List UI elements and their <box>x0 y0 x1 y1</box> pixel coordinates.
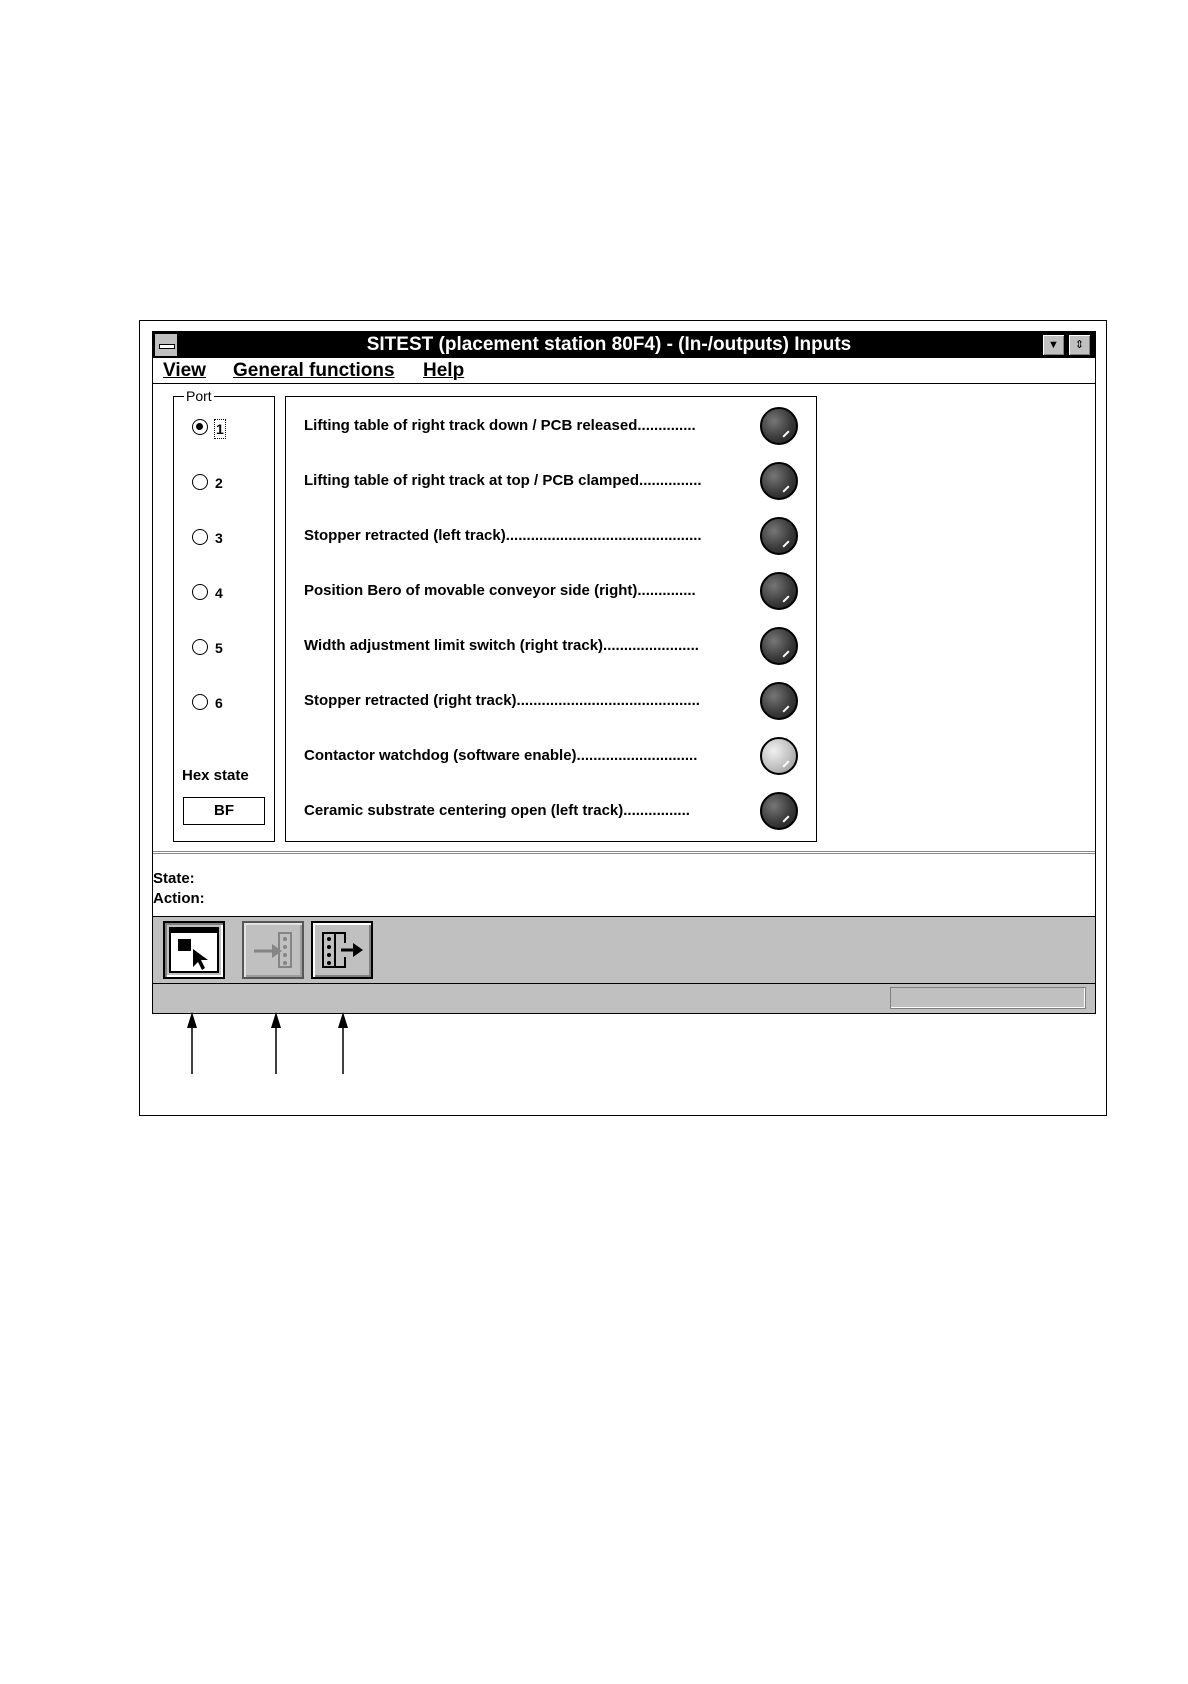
radio-button[interactable] <box>192 529 208 545</box>
splitter[interactable] <box>153 851 1095 854</box>
status-panel <box>890 987 1086 1009</box>
port-number: 3 <box>215 530 223 546</box>
input-lamp-off-icon <box>760 517 798 555</box>
callout-arrow <box>337 1012 349 1074</box>
input-lamp-on-icon <box>760 737 798 775</box>
radio-button[interactable] <box>192 694 208 710</box>
select-tool-button[interactable] <box>163 921 225 979</box>
radio-button[interactable] <box>192 474 208 490</box>
port-number: 4 <box>215 585 223 601</box>
menu-help[interactable]: Help <box>423 360 465 381</box>
input-row <box>286 784 816 840</box>
app-window <box>152 331 1096 1014</box>
input-row <box>286 564 816 620</box>
port-number: 6 <box>215 695 223 711</box>
input-row <box>286 619 816 675</box>
input-lamp-off-icon <box>760 627 798 665</box>
input-lamp-off-icon <box>760 792 798 830</box>
callout-arrow <box>186 1012 198 1074</box>
input-row <box>286 454 816 510</box>
window-title: SITEST (placement station 80F4) - (In-/outputs) Inputs <box>366 334 852 355</box>
restore-button[interactable] <box>1068 334 1091 356</box>
menu-view[interactable]: View <box>163 360 206 381</box>
port-number: 1 <box>216 421 224 437</box>
radio-button[interactable] <box>192 584 208 600</box>
input-label: Stopper retracted (left track)............................................... <box>304 527 702 544</box>
input-lamp-off-icon <box>760 407 798 445</box>
input-lamp-off-icon <box>760 462 798 500</box>
callout-arrow <box>270 1012 282 1074</box>
input-label: Position Bero of movable conveyor side (right).............. <box>304 582 696 599</box>
input-label: Lifting table of right track down / PCB released.............. <box>304 417 696 434</box>
port-group-label: Port <box>186 388 212 404</box>
toolbar <box>153 916 1095 984</box>
title-bar <box>153 332 1095 358</box>
inputs-view-button[interactable] <box>242 921 304 979</box>
hex-state-field: BF <box>183 797 265 825</box>
action-label: Action: <box>153 890 205 907</box>
port-number: 5 <box>215 640 223 656</box>
inputs-icon <box>248 927 298 973</box>
radio-button[interactable] <box>192 419 208 435</box>
input-label: Stopper retracted (right track)............................................ <box>304 692 700 709</box>
status-bar <box>153 984 1095 1013</box>
input-label: Width adjustment limit switch (right track)....................... <box>304 637 699 654</box>
input-label: Ceramic substrate centering open (left track)................ <box>304 802 690 819</box>
minimize-button[interactable] <box>1042 334 1065 356</box>
input-row <box>286 729 816 785</box>
inputs-panel <box>285 396 817 842</box>
input-row <box>286 674 816 730</box>
port-number: 2 <box>215 475 223 491</box>
state-label: State: <box>153 870 195 887</box>
system-menu-button[interactable] <box>154 333 178 357</box>
hex-state-label: Hex state <box>182 767 249 784</box>
menu-general-functions[interactable]: General functions <box>233 360 395 381</box>
input-row <box>286 509 816 565</box>
outputs-icon <box>317 927 367 973</box>
radio-button[interactable] <box>192 639 208 655</box>
outputs-view-button[interactable] <box>311 921 373 979</box>
input-label: Contactor watchdog (software enable)............................. <box>304 747 698 764</box>
input-label: Lifting table of right track at top / PCB clamped............... <box>304 472 702 489</box>
menu-bar <box>153 358 1095 384</box>
input-row <box>286 399 816 455</box>
port-group <box>173 388 275 842</box>
input-lamp-off-icon <box>760 682 798 720</box>
triangle-down-icon: ▼ <box>1048 339 1059 351</box>
up-down-arrows-icon: ⇕ <box>1074 339 1085 351</box>
input-lamp-off-icon <box>760 572 798 610</box>
select-pointer-icon <box>169 927 219 973</box>
system-menu-icon <box>159 344 175 349</box>
